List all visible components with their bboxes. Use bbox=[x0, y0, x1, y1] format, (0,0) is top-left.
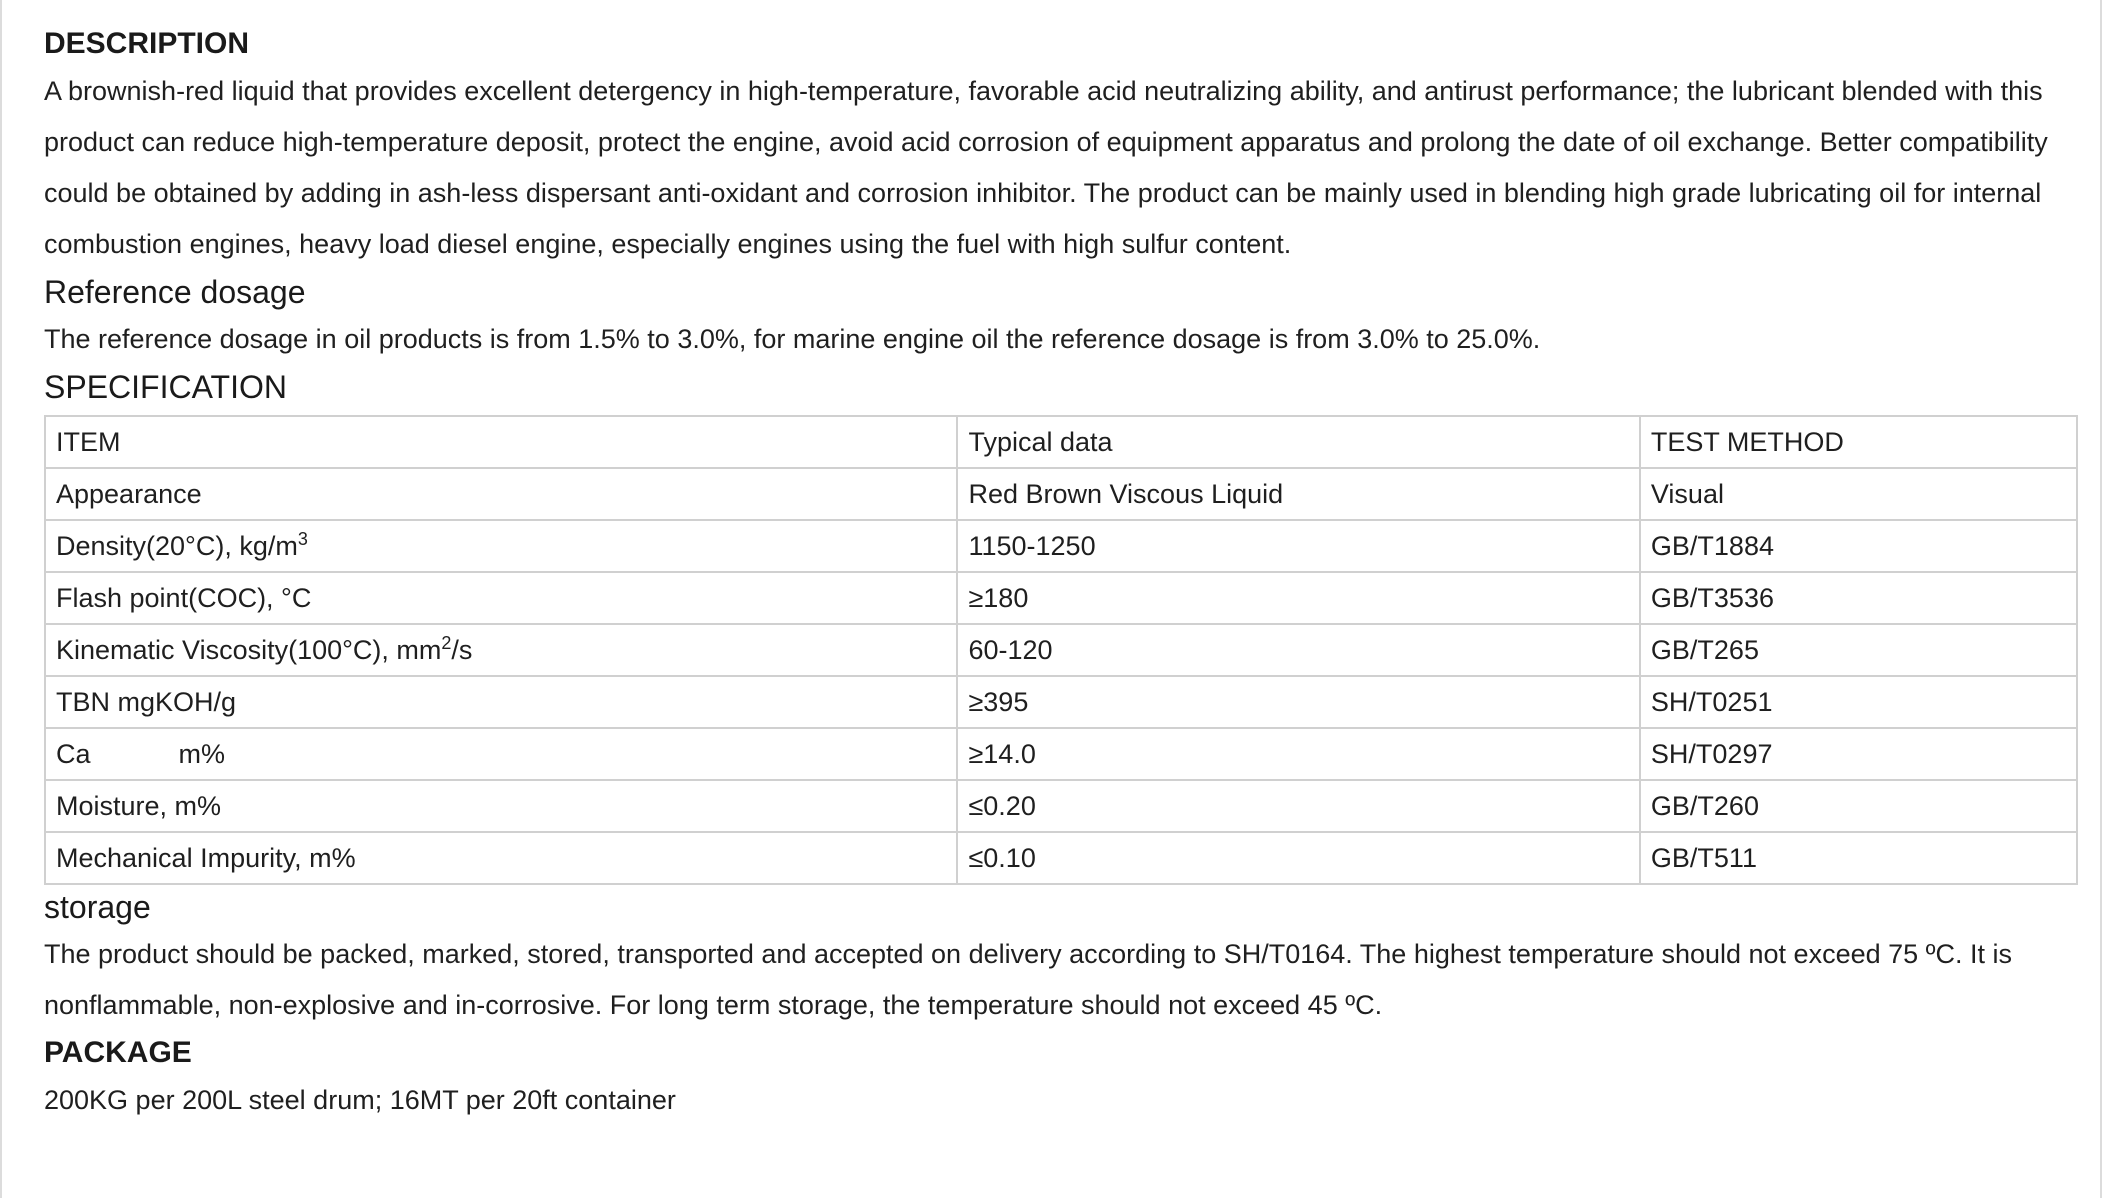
row-method: SH/T0251 bbox=[1640, 676, 2077, 728]
row-method: GB/T265 bbox=[1640, 624, 2077, 676]
row-data: ≤0.10 bbox=[957, 832, 1639, 884]
table-row bbox=[45, 676, 2077, 728]
row-item bbox=[45, 728, 957, 780]
row-data: 60-120 bbox=[957, 624, 1639, 676]
row-data: ≥14.0 bbox=[957, 728, 1639, 780]
reference-dosage-heading: Reference dosage bbox=[44, 274, 306, 310]
table-row bbox=[45, 520, 2077, 572]
row-item-superscript: 3 bbox=[297, 528, 308, 549]
description-text: A brownish-red liquid that provides excellent detergency in high-temperature, favorable acid neutralizing ability, and antirust performance; the lubricant blended with this product can reduce high-temperature deposit, protect the engine, avoid acid corrosion of equipment apparatus and prolong the date of oil exchange. Better compatibility could be obtained by adding in ash-less dispersant anti-oxidant and corrosion inhibitor. The product can be mainly used in blending high grade lubricating oil for internal combustion engines, heavy load diesel engine, especially engines using the fuel with high sulfur content. bbox=[44, 76, 2048, 259]
product-content bbox=[44, 22, 2076, 1126]
row-item bbox=[45, 520, 957, 572]
row-data: ≤0.20 bbox=[957, 780, 1639, 832]
reference-dosage-text: The reference dosage in oil products is from 1.5% to 3.0%, for marine engine oil the reference dosage is from 3.0% to 25.0%. bbox=[44, 324, 1541, 354]
storage-heading: storage bbox=[44, 889, 151, 925]
row-item: Appearance bbox=[45, 468, 957, 520]
row-method: Visual bbox=[1640, 468, 2077, 520]
row-method: GB/T3536 bbox=[1640, 572, 2077, 624]
storage-text: The product should be packed, marked, stored, transported and accepted on delivery according to SH/T0164. The highest temperature should not exceed 75 ºC. It is nonflammable, non-explosive and in-corrosive. For long term storage, the temperature should not exceed 45 ºC. bbox=[44, 939, 2013, 1020]
row-method: SH/T0297 bbox=[1640, 728, 2077, 780]
table-row bbox=[45, 728, 2077, 780]
row-method: GB/T260 bbox=[1640, 780, 2077, 832]
row-item: Moisture, m% bbox=[45, 780, 957, 832]
description-heading: DESCRIPTION bbox=[44, 27, 250, 60]
table-row bbox=[45, 832, 2077, 884]
row-item-text: Ca bbox=[56, 738, 91, 769]
row-method: GB/T1884 bbox=[1640, 520, 2077, 572]
row-item: Flash point(COC), °C bbox=[45, 572, 957, 624]
header-item: ITEM bbox=[45, 416, 957, 468]
row-item-text: Density(20°C), kg/m bbox=[56, 530, 298, 561]
row-item: TBN mgKOH/g bbox=[45, 676, 957, 728]
row-item-text: Kinematic Viscosity(100°C), mm bbox=[56, 634, 442, 665]
table-header-row bbox=[45, 416, 2077, 468]
row-item-unit: m% bbox=[178, 738, 226, 769]
row-data: Red Brown Viscous Liquid bbox=[957, 468, 1639, 520]
table-row bbox=[45, 468, 2077, 520]
header-typical-data: Typical data bbox=[957, 416, 1639, 468]
row-item bbox=[45, 624, 957, 676]
row-item-superscript: 2 bbox=[441, 632, 452, 653]
package-heading: PACKAGE bbox=[44, 1036, 192, 1069]
package-text: 200KG per 200L steel drum; 16MT per 20ft container bbox=[44, 1085, 676, 1115]
row-data: ≥395 bbox=[957, 676, 1639, 728]
header-test-method: TEST METHOD bbox=[1640, 416, 2077, 468]
row-item-suffix: /s bbox=[451, 634, 473, 665]
row-method: GB/T511 bbox=[1640, 832, 2077, 884]
table-row bbox=[45, 624, 2077, 676]
specification-table bbox=[44, 415, 2078, 885]
row-data: 1150-1250 bbox=[957, 520, 1639, 572]
row-data: ≥180 bbox=[957, 572, 1639, 624]
row-item: Mechanical Impurity, m% bbox=[45, 832, 957, 884]
specification-heading: SPECIFICATION bbox=[44, 369, 287, 405]
table-row bbox=[45, 572, 2077, 624]
table-row bbox=[45, 780, 2077, 832]
